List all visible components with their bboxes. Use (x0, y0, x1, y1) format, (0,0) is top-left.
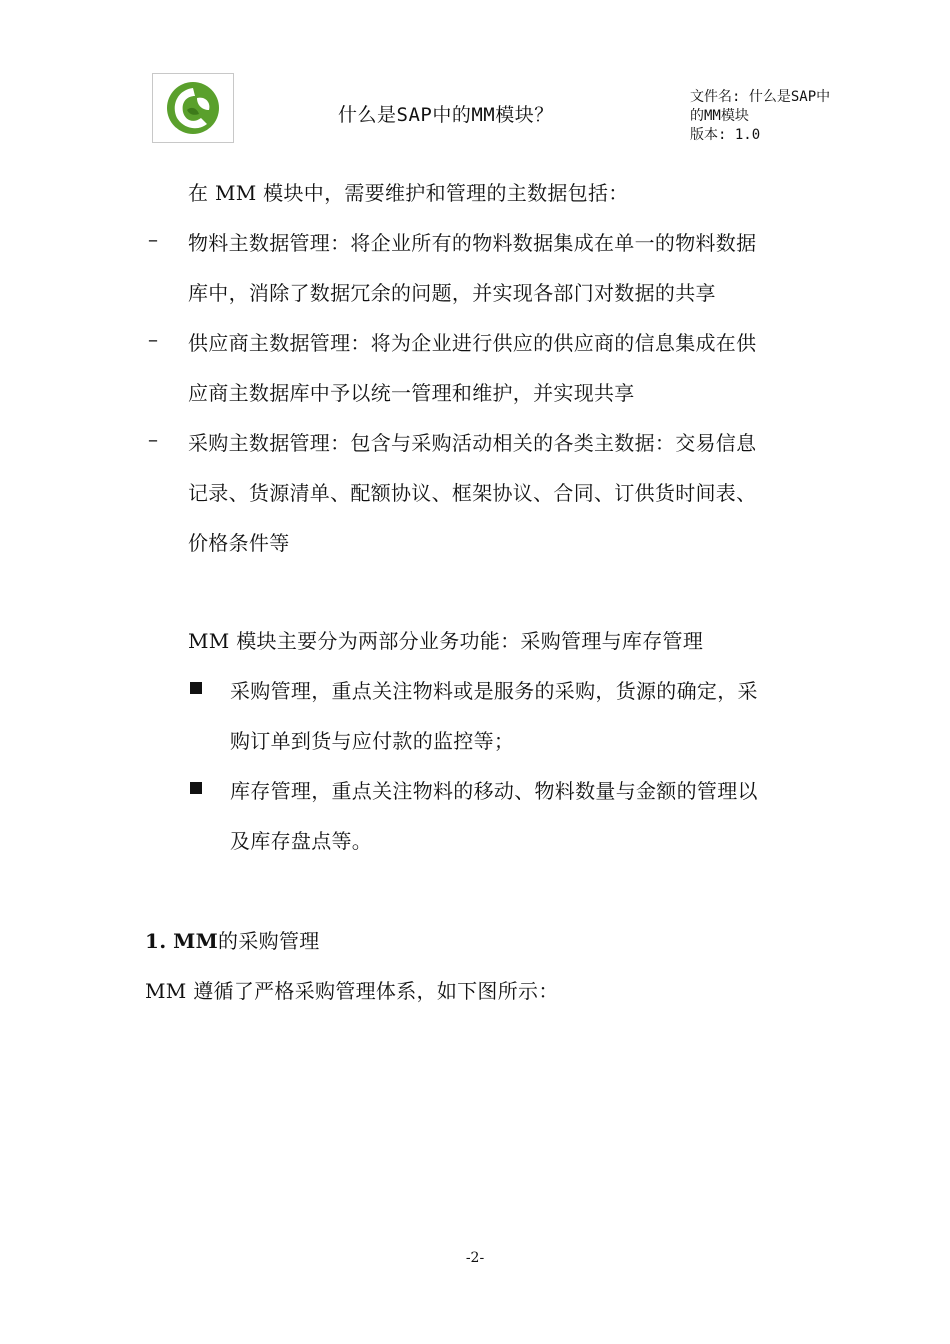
functions-intro: MM 模块主要分为两部分业务功能：采购管理与库存管理 (188, 629, 704, 653)
bullet-text: 记录、货源清单、配额协议、框架协议、合同、订供货时间表、 (188, 481, 757, 505)
version-line: 版本: 1.0 (690, 127, 761, 143)
function-text: 采购管理，重点关注物料或是服务的采购，货源的确定，采 (230, 679, 758, 703)
file-name-line-1: 文件名: 什么是SAP中 (690, 89, 831, 105)
intro-paragraph: 在 MM 模块中，需要维护和管理的主数据包括： (188, 181, 629, 205)
bullet-text: 价格条件等 (188, 531, 290, 555)
square-bullet-icon (190, 782, 202, 794)
page-header (0, 0, 950, 150)
bullet-text: 采购主数据管理：包含与采购活动相关的各类主数据：交易信息 (188, 431, 757, 455)
bullet-dash: – (148, 227, 158, 251)
file-name-line-2: 的MM模块 (690, 108, 749, 124)
bullet-text: 应商主数据库中予以统一管理和维护，并实现共享 (188, 381, 635, 405)
document-title: 什么是SAP中的MM模块？ (338, 104, 554, 126)
bullet-text: 物料主数据管理：将企业所有的物料数据集成在单一的物料数据 (188, 231, 757, 255)
section-heading (145, 925, 320, 954)
section-intro: MM 遵循了严格采购管理体系，如下图所示： (145, 979, 559, 1003)
bullet-dash: – (148, 427, 158, 451)
function-text: 库存管理，重点关注物料的移动、物料数量与金额的管理以 (230, 779, 758, 803)
document-meta (690, 88, 860, 145)
bullet-dash: – (148, 327, 158, 351)
section-number: 1. (145, 929, 167, 953)
function-text: 及库存盘点等。 (230, 829, 373, 853)
bullet-text: 供应商主数据管理：将为企业进行供应的供应商的信息集成在供 (188, 331, 757, 355)
company-logo (152, 73, 234, 143)
section-title-rest: 的采购管理 (218, 929, 320, 953)
section-title-bold: MM (173, 929, 219, 953)
square-bullet-icon (190, 682, 202, 694)
page-number: -2- (465, 1250, 485, 1266)
leaf-logo-icon (157, 76, 229, 140)
bullet-text: 库中，消除了数据冗余的问题，并实现各部门对数据的共享 (188, 281, 716, 305)
function-text: 购订单到货与应付款的监控等； (230, 729, 515, 753)
